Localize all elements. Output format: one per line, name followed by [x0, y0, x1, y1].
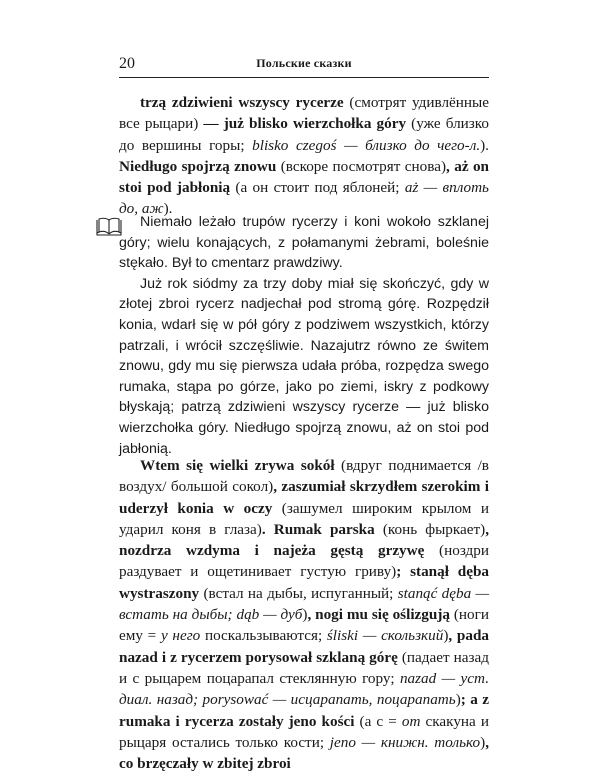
translation: (уже близко до вершины горы; [119, 115, 490, 154]
translation: (падает назад и с рыцарем поцарапал стеклянную гору; [119, 648, 489, 687]
polish-phrase: ; stanął dęba wystraszony [119, 563, 489, 602]
vocab-note: aż — вплоть до, аж [119, 179, 489, 218]
annotated-paragraph [119, 455, 489, 774]
page-number: 20 [119, 55, 135, 72]
punctuation: ) [443, 627, 449, 645]
polish-phrase: , nozdrza wzdyma i najeża gęstą grzywę [119, 520, 490, 560]
translation: (ноздри раздувает и ощетинивает густую гриву) [119, 542, 490, 581]
translation: (ноги ему = [119, 606, 489, 645]
translation: (зашумел широким крылом и ударил коня в глаза) [119, 499, 489, 538]
polish-phrase: Wtem się wielki zrywa sokół [140, 457, 335, 474]
punctuation: ) [455, 691, 461, 709]
punctuation: ) [480, 733, 486, 751]
translation: (вскоре посмотрят снова) [276, 157, 447, 175]
page-header [119, 55, 489, 78]
translation: (а он стоит под яблоней; [230, 179, 405, 197]
annotated-text-bottom [119, 455, 489, 774]
vocab-note: stanąć dęba — встать на дыбы; dąb — дуб [119, 584, 489, 624]
polish-phrase: Niedługo spojrzą znowu [119, 157, 277, 175]
polish-phrase: trzą zdziwieni wszyscy rycerze [140, 94, 344, 111]
translation: (вдруг поднимается /в воздух/ большой сокол) [119, 457, 489, 496]
translation: (смотрят удивлённые все рыцари) [119, 94, 489, 133]
translation: поскальзываются; [200, 627, 327, 645]
polish-phrase: , pada nazad i z rycerzem porysował szklaną górę [119, 627, 489, 666]
original-text [119, 212, 489, 459]
vocab-note: nazad — уст. диал. назад; porysować — исцарапать, поцарапать [119, 669, 489, 709]
polish-phrase: , zaszumiał skrzydłem szerokim i uderzył konia w oczy [119, 478, 489, 517]
punctuation: ). [480, 136, 489, 154]
translation: (конь фыркает) [374, 520, 486, 538]
vocab-note: blisko czegoś — близко до чего-л. [252, 136, 481, 154]
polish-phrase: , aż on stoi pod jabłonią [119, 157, 489, 197]
punctuation: ) [302, 606, 308, 624]
vocab-note: jeno — книжн. только [329, 733, 481, 751]
polish-phrase: — już blisko wierzchołka góry [203, 115, 407, 133]
polish-phrase: ; a z rumaka i rycerza zostały jeno kości [119, 691, 489, 730]
vocab-note: у него [160, 627, 201, 645]
vocab-note: śliski — скользкий [326, 627, 444, 645]
polish-phrase: . Rumak parska [261, 520, 375, 538]
translation: (а с = [354, 712, 402, 730]
original-paragraph: Już rok siódmy za trzy doby miał się skończyć, gdy w złotej zbroi rycerz nadjechał pod stromą górę. Rozpędził konia, wdarł się w pół góry z podziwem wszystkich, którzy patrzali, i wrócił szczęśliwie. Nazajutrz równo ze świtem znowu, gdy mu się pierwsza udała próba, rozpędza swego rumaka, stąpa po górze, jako po ziemi, iskry z podkowy błyskają; patrzą zdziwieni wszyscy rycerze — już blisko wierzchołka góry. Niedługo spojrzą znowu, aż on stoi pod jabłonią. [119, 275, 489, 457]
polish-phrase: , co brzęczały w zbitej zbroi [119, 733, 489, 773]
polish-phrase: , nogi mu się oślizgują [307, 606, 450, 624]
translation: (встал на дыбы, испуганный; [199, 584, 398, 602]
punctuation: ). [163, 200, 173, 218]
original-paragraph: Niemało leżało trupów rycerzy i koni wokoło szklanej góry; wielu konających, z połamanymi żebrami, boleśnie stękało. Był to cmentarz prawdziwy. [119, 214, 489, 272]
vocab-note: от [401, 712, 421, 730]
annotated-text-top [119, 92, 489, 220]
annotated-paragraph [119, 92, 489, 220]
translation: скакуна и рыцаря остались только кости; [119, 712, 489, 751]
running-title: Польские сказки [256, 56, 352, 70]
